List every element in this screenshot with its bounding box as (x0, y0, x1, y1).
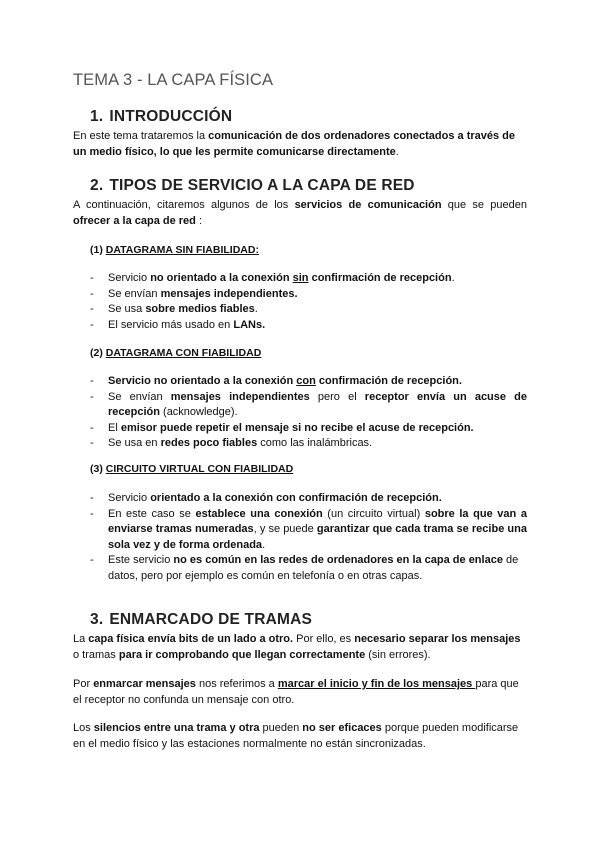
bold-run: mensajes independientes. (160, 287, 298, 300)
bold-run: establece una conexión (195, 507, 323, 520)
text-run: La (73, 633, 89, 645)
list-item (90, 374, 527, 390)
bullet: - (90, 492, 94, 504)
list-circuito-virtual (90, 491, 527, 584)
subsection-label: CIRCUITO VIRTUAL CON FIABILIDAD (105, 463, 294, 475)
text-run: de datos, pero por ejemplo es común en telefonía o en otras capas. (108, 554, 519, 582)
bold-run: sobre medios fiables (145, 303, 255, 315)
subsection-datagrama-con-fiabilidad (90, 347, 261, 359)
text-run: El (108, 421, 121, 434)
bold-run: no ser eficaces (302, 722, 382, 734)
underlined-run: marcar el inicio y fin de los mensajes (277, 678, 476, 690)
text-run: (sin errores). (365, 648, 431, 661)
list-item (90, 318, 527, 334)
section-number: 3. (90, 611, 104, 628)
list-item (90, 491, 527, 507)
bold-run: no orientado a la conexión (150, 272, 293, 284)
text-run: para que el receptor no confunda un mensaje con otro. (73, 678, 519, 706)
subsection-circuito-virtual (90, 463, 293, 475)
bold-run: emisor puede repetir el mensaje si no recibe el acuse de recepción. (120, 421, 474, 434)
bullet: - (90, 303, 94, 315)
text-run: pueden (259, 722, 303, 734)
text-run: que se pueden (441, 199, 527, 211)
text-run: como las inalámbricas. (257, 437, 373, 449)
text-run: A continuación, citaremos algunos de los (73, 199, 295, 211)
bold-run: ofrecer a la capa de red (73, 214, 196, 227)
bold-run: redes poco fiables (160, 437, 258, 449)
text-run: Por (73, 678, 94, 690)
document-title: TEMA 3 - LA CAPA FÍSICA (73, 71, 274, 89)
list-item (90, 421, 527, 437)
list-item (90, 271, 527, 287)
section-heading-tipos-de-servicio (90, 177, 415, 195)
text-run: Servicio (108, 272, 151, 284)
list-item (90, 436, 527, 452)
list-item (90, 302, 527, 318)
text-run: Los (73, 722, 94, 734)
section-title: INTRODUCCIÓN (109, 108, 233, 125)
list-datagrama-sin-fiabilidad (90, 271, 527, 333)
section-heading-introduccion (90, 108, 232, 126)
text-run: Se envían (108, 287, 161, 300)
tipos-intro-paragraph (73, 198, 527, 229)
text-run: Se usa en (108, 437, 161, 449)
text-run: : (195, 214, 203, 227)
enmarcado-paragraph-3 (73, 721, 527, 752)
list-item (90, 507, 527, 554)
bullet: - (90, 318, 94, 331)
list-datagrama-con-fiabilidad (90, 374, 527, 452)
text-run: Servicio (108, 492, 151, 504)
bullet: - (90, 507, 94, 520)
underlined-run: sin (292, 272, 309, 284)
bold-run: servicios de comunicación (294, 199, 442, 211)
bold-run: para ir comprobando que llegan correctamente (118, 648, 366, 661)
bold-run: comunicación de dos ordenadores conectados a través de un medio físico, lo que les permite comunicarse directamente (73, 130, 515, 158)
section-title: ENMARCADO DE TRAMAS (109, 611, 313, 628)
list-item (90, 390, 527, 421)
bold-run: enmarcar mensajes (93, 678, 196, 690)
subsection-label: DATAGRAMA CON FIABILIDAD (105, 347, 262, 359)
enmarcado-paragraph-2 (73, 677, 527, 708)
text-run: En este tema trataremos la (73, 130, 209, 142)
bullet: - (90, 272, 94, 284)
underlined-run: con (296, 375, 316, 387)
text-run: nos referimos a (195, 678, 278, 690)
list-item (90, 553, 527, 584)
bold-run: confirmación de recepción. (315, 375, 462, 387)
bold-run: no es común en las redes de ordenadores en la capa de enlace (173, 554, 503, 566)
text-run: El servicio más usado en (108, 318, 234, 331)
text-run: (un circuito virtual) (322, 507, 425, 520)
bold-run: confirmación de recepción (308, 272, 452, 284)
bold-run: receptor envía un acuse de recepción (108, 390, 528, 418)
subsection-number: (3) (90, 463, 106, 475)
bold-run: sobre la que van a enviarse tramas numeradas (108, 507, 527, 535)
bold-run: Servicio no orientado a la conexión (108, 375, 297, 387)
text-run: En este caso se (108, 507, 196, 520)
subsection-number: (2) (90, 347, 106, 359)
bold-run: LANs. (233, 318, 266, 331)
intro-paragraph (73, 129, 527, 160)
text-run: Se usa (108, 303, 146, 315)
subsection-number: (1) (90, 244, 106, 256)
bullet: - (90, 287, 94, 300)
text-run: . (451, 272, 455, 284)
bold-run: necesario separar los mensajes (354, 633, 521, 645)
text-run: o tramas (73, 648, 119, 661)
section-number: 2. (90, 177, 104, 194)
list-item (90, 287, 527, 303)
text-run: Este servicio (108, 554, 174, 566)
bold-run: mensajes independientes (170, 390, 310, 403)
subsection-datagrama-sin-fiabilidad (90, 244, 259, 256)
bullet: - (90, 375, 94, 387)
bullet: - (90, 421, 94, 434)
bold-run: orientado a la conexión con confirmación de recepción. (150, 492, 442, 504)
bullet: - (90, 437, 94, 449)
text-run: . (262, 538, 266, 551)
bullet: - (90, 554, 94, 566)
text-run: porque pueden modificarse en el medio físico y las estaciones normalmente no están sincronizadas. (73, 722, 519, 750)
text-run: . (395, 145, 399, 158)
section-heading-enmarcado (90, 611, 312, 629)
bullet: - (90, 390, 94, 403)
text-run: Se envían (108, 390, 171, 403)
bold-run: garantizar que cada trama se recibe una sola vez y de forma ordenada (108, 523, 527, 551)
text-run: pero el (309, 390, 365, 403)
bold-run: capa física envía bits de un lado a otro. (88, 633, 294, 645)
text-run: . (254, 303, 258, 315)
text-run: (acknowledge). (159, 406, 238, 418)
section-number: 1. (90, 108, 104, 125)
text-run: Por ello, es (293, 633, 355, 645)
section-title: TIPOS DE SERVICIO A LA CAPA DE RED (109, 177, 415, 194)
text-run: , y se puede (253, 523, 317, 535)
subsection-label: DATAGRAMA SIN FIABILIDAD: (105, 244, 259, 256)
enmarcado-paragraph-1 (73, 632, 527, 663)
bold-run: silencios entre una trama y otra (93, 722, 260, 734)
